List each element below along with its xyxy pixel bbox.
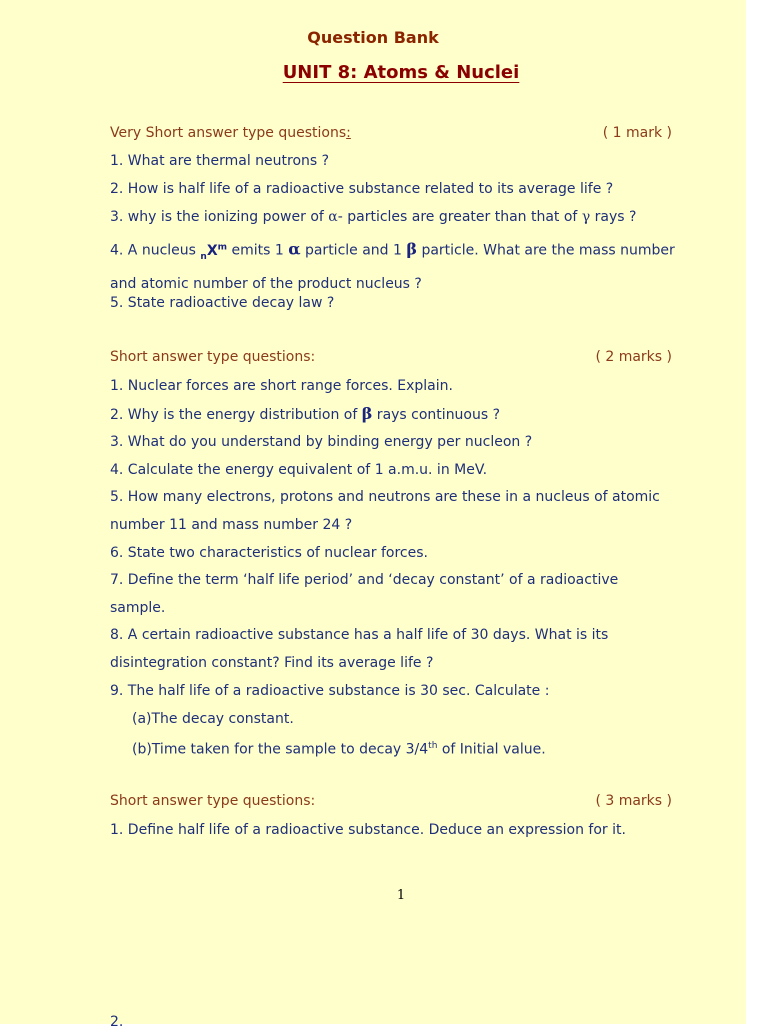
- section-1-marks: ( 1 mark ): [602, 125, 672, 141]
- section-1-heading-colon: :: [346, 125, 351, 141]
- unit-heading: [0, 62, 768, 83]
- section-heading-3-marks: [110, 793, 672, 809]
- question-2-6: 6. State two characteristics of nuclear forces.: [110, 545, 428, 561]
- question-2-7: 7. Define the term ‘half life period’ and ‘decay constant’ of a radioactive sample.: [110, 572, 619, 616]
- section-heading-1-mark: [110, 125, 672, 141]
- question-1-4-text-c: particle and 1: [300, 242, 407, 259]
- question-2-2-text-b: rays continuous ?: [372, 407, 501, 423]
- page-title: Question Bank: [307, 28, 439, 47]
- question-2-8: 8. A certain radioactive substance has a half life of 30 days. What is its disintegration constant? Find its average life ?: [110, 627, 609, 671]
- question-1-1: 1. What are thermal neutrons ?: [110, 153, 330, 169]
- question-2-9: 9. The half life of a radioactive substance is 30 sec. Calculate :: [110, 683, 550, 699]
- next-page-fragment: 2.: [110, 1014, 124, 1030]
- section-2-heading-text: Short answer type questions:: [110, 349, 316, 365]
- gamma-symbol: γ: [581, 209, 591, 225]
- beta-symbol: β: [361, 404, 373, 423]
- question-1-4-text-b: emits 1: [227, 242, 289, 259]
- alpha-symbol: α: [288, 239, 301, 259]
- section-3-heading-text: Short answer type questions:: [110, 793, 316, 809]
- question-1-3: [110, 203, 690, 231]
- question-1-3-text-b: - particles are greater than that of: [337, 209, 582, 225]
- question-1-3-text-c: rays ?: [590, 209, 637, 225]
- question-1-4-text-a: 4. A nucleus: [110, 242, 201, 259]
- question-1-4-text-d: particle. What are the mass number and atomic number of the product nucleus ?: [110, 242, 675, 293]
- question-1-3-text-a: 3. why is the ionizing power of: [110, 209, 329, 225]
- question-2-1: 1. Nuclear forces are short range forces. Explain.: [110, 378, 453, 394]
- section-2-marks: ( 2 marks ): [595, 349, 672, 365]
- page-number: 1: [396, 888, 406, 903]
- section-1-heading-text: Very Short answer type questions: [110, 125, 347, 141]
- question-2-9b: [132, 732, 712, 764]
- question-2-5: 5. How many electrons, protons and neutrons are these in a nucleus of atomic number 11 and mass number 24 ?: [110, 489, 660, 533]
- beta-symbol: β: [406, 239, 417, 259]
- section-heading-2-marks: [110, 349, 672, 365]
- alpha-symbol: α: [328, 209, 338, 225]
- question-2-9b-text-a: (b)Time taken for the sample to decay 3/4: [132, 741, 429, 758]
- question-3-1: 1. Define half life of a radioactive substance. Deduce an expression for it.: [110, 822, 626, 838]
- question-2-9a: (a)The decay constant.: [132, 711, 294, 727]
- section-3-marks: ( 3 marks ): [595, 793, 672, 809]
- question-2-9b-text-b: of Initial value.: [437, 741, 546, 758]
- question-2-3: 3. What do you understand by binding energy per nucleon ?: [110, 434, 533, 450]
- unit-heading-text: UNIT 8: Atoms & Nuclei: [282, 62, 520, 83]
- question-2-4: 4. Calculate the energy equivalent of 1 a.m.u. in MeV.: [110, 462, 488, 478]
- question-2-2-text-a: 2. Why is the energy distribution of: [110, 407, 362, 423]
- question-1-2: 2. How is half life of a radioactive substance related to its average life ?: [110, 181, 614, 197]
- superscript-th: th: [428, 741, 438, 751]
- question-1-5: 5. State radioactive decay law ?: [110, 295, 335, 311]
- question-2-2: [110, 400, 690, 429]
- nucleus-symbol: $_nX^m$: [200, 242, 228, 262]
